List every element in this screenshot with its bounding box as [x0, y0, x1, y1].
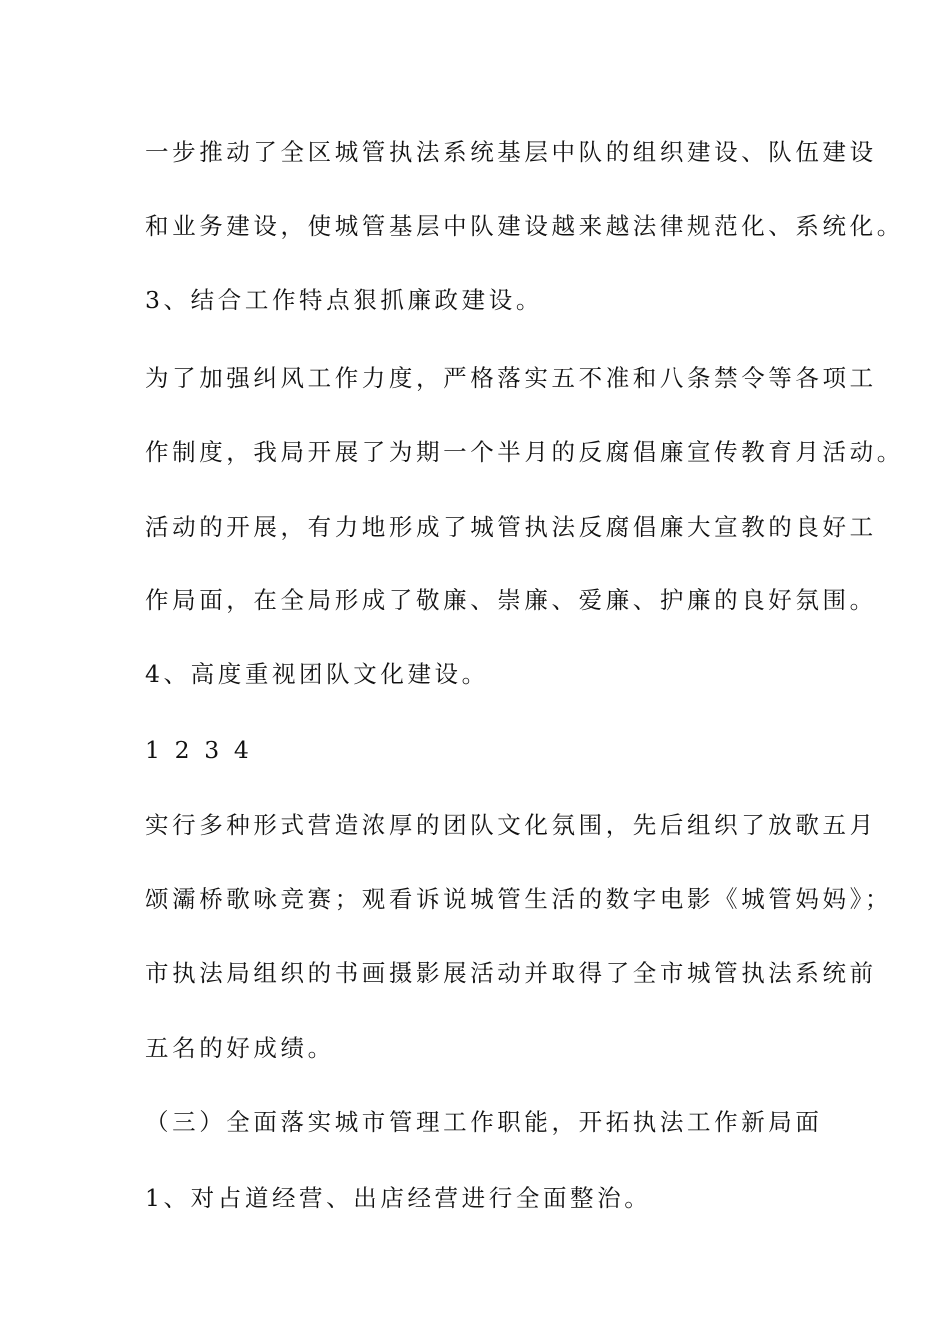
text-line-2: 和业务建设，使城管基层中队建设越来越法律规范化、系统化。 [145, 212, 904, 240]
text-line-5: 作制度，我局开展了为期一个半月的反腐倡廉宣传教育月活动。 [145, 438, 904, 466]
text-line-10: 实行多种形式营造浓厚的团队文化氛围，先后组织了放歌五月 [145, 811, 877, 839]
text-line-6: 活动的开展，有力地形成了城管执法反腐倡廉大宣教的良好工 [145, 513, 877, 541]
text-line-13: 五名的好成绩。 [145, 1034, 335, 1062]
heading-item-1: 1、对占道经营、出店经营进行全面整治。 [145, 1184, 652, 1212]
text-line-1: 一步推动了全区城管执法系统基层中队的组织建设、队伍建设 [145, 138, 877, 166]
section-heading: （三）全面落实城市管理工作职能，开拓执法工作新局面 [145, 1108, 823, 1136]
text-line-12: 市执法局组织的书画摄影展活动并取得了全市城管执法系统前 [145, 959, 877, 987]
heading-item-3: 3、结合工作特点狠抓廉政建设。 [145, 286, 543, 314]
text-line-4: 为了加强纠风工作力度，严格落实五不准和八条禁令等各项工 [145, 364, 877, 392]
text-line-7: 作局面，在全局形成了敬廉、崇廉、爱廉、护廉的良好氛围。 [145, 586, 877, 614]
text-line-11: 颂灞桥歌咏竞赛；观看诉说城管生活的数字电影《城管妈妈》； [145, 885, 893, 913]
heading-item-4: 4、高度重视团队文化建设。 [145, 660, 489, 688]
page-numbers: 1 2 3 4 [145, 736, 253, 764]
